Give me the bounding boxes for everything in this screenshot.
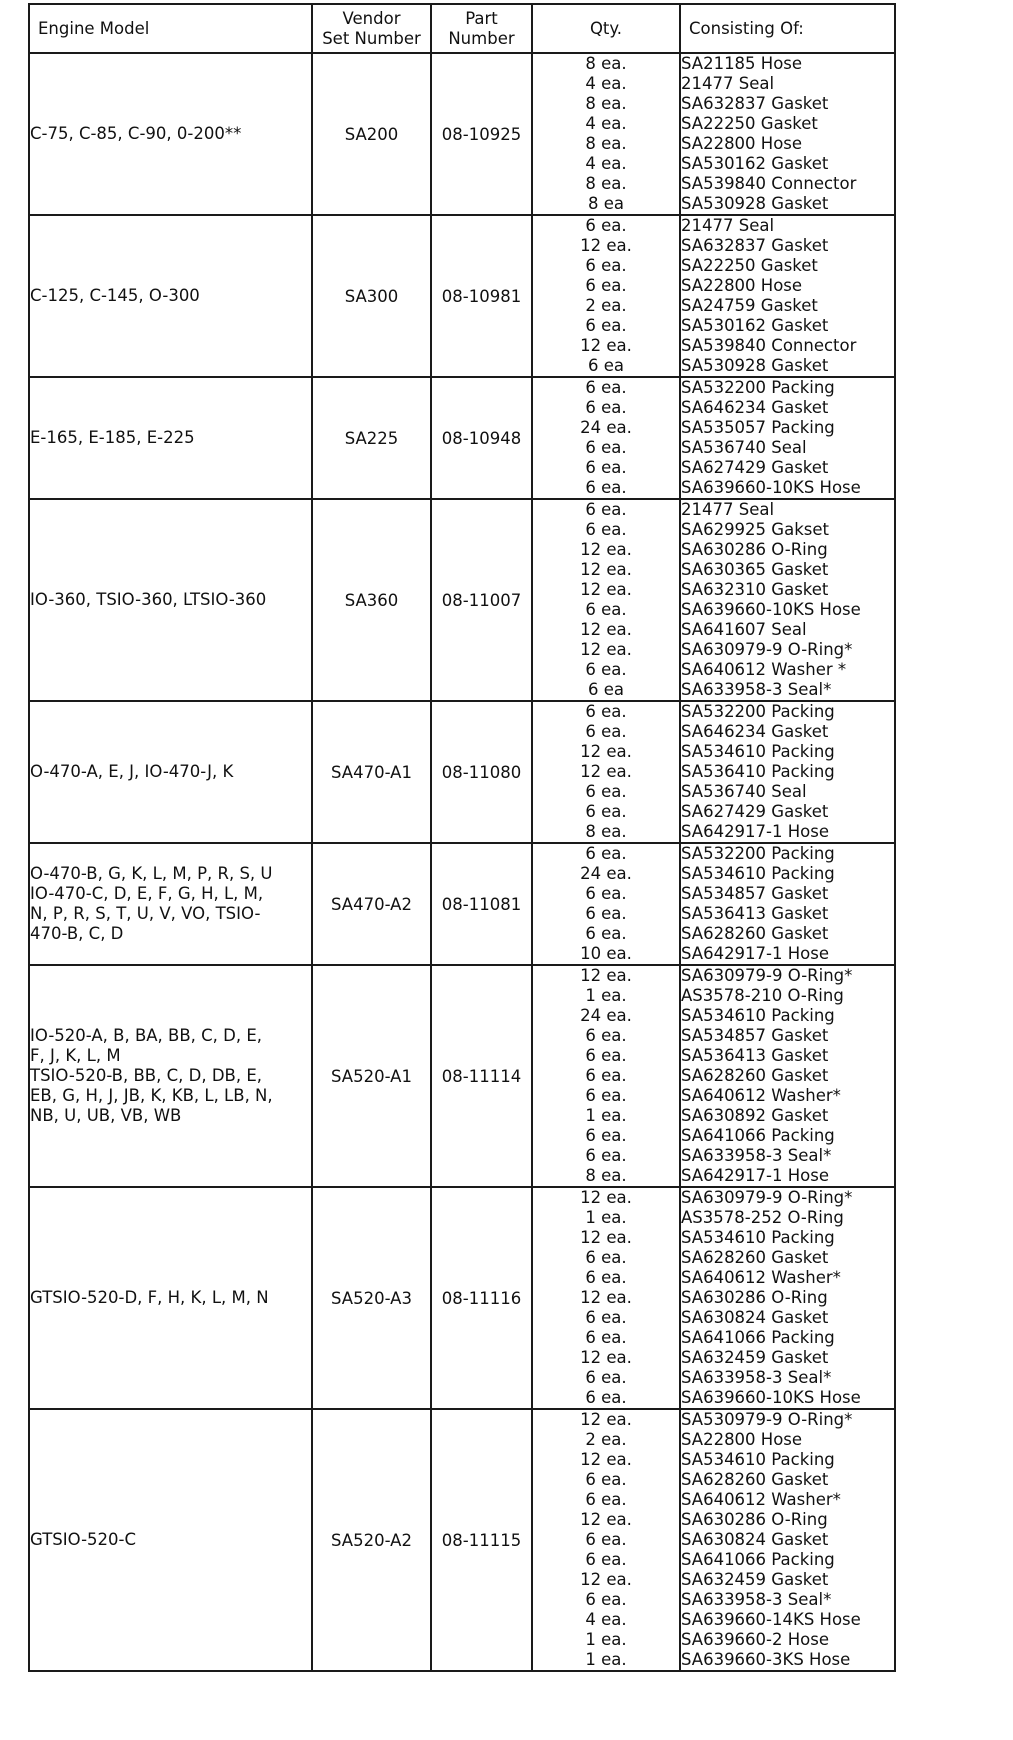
component-item: 21477 Seal bbox=[681, 216, 775, 235]
qty-value: 6 ea. bbox=[585, 1268, 627, 1287]
component-item: SA630892 Gasket bbox=[681, 1106, 829, 1125]
component-item: SA627429 Gasket bbox=[681, 458, 829, 477]
engine-model-text: EB, G, H, J, JB, K, KB, L, LB, N, bbox=[30, 1086, 273, 1105]
component-item: AS3578-210 O-Ring bbox=[681, 986, 844, 1005]
component-item: SA534610 Packing bbox=[681, 1450, 835, 1469]
qty-value: 6 ea. bbox=[585, 1368, 627, 1387]
qty-value: 6 ea. bbox=[585, 398, 627, 417]
component-item: SA536740 Seal bbox=[681, 782, 807, 801]
qty-value: 12 ea. bbox=[580, 640, 632, 659]
component-item: SA641066 Packing bbox=[681, 1126, 835, 1145]
component-item: AS3578-252 O-Ring bbox=[681, 1208, 844, 1227]
consisting-of-cell bbox=[680, 215, 895, 377]
qty-value: 12 ea. bbox=[580, 236, 632, 255]
qty-value: 8 ea. bbox=[585, 94, 627, 113]
engine-model-text: E-165, E-185, E-225 bbox=[30, 428, 195, 447]
consisting-of-cell bbox=[680, 1187, 895, 1409]
qty-value: 6 ea. bbox=[585, 1388, 627, 1407]
qty-value: 4 ea. bbox=[585, 1610, 627, 1629]
qty-cell bbox=[532, 215, 680, 377]
component-item: SA646234 Gasket bbox=[681, 722, 829, 741]
qty-value: 12 ea. bbox=[580, 966, 632, 985]
component-item: SA535057 Packing bbox=[681, 418, 835, 437]
engine-model-text: IO-520-A, B, BA, BB, C, D, E, bbox=[30, 1026, 263, 1045]
header-vendor-set-number bbox=[312, 4, 431, 53]
qty-value: 6 ea. bbox=[585, 1550, 627, 1569]
qty-value: 6 ea. bbox=[585, 802, 627, 821]
table-row bbox=[29, 843, 895, 965]
component-item: SA532200 Packing bbox=[681, 378, 835, 397]
engine-model-text: IO-360, TSIO-360, LTSIO-360 bbox=[30, 590, 267, 609]
component-item: SA534610 Packing bbox=[681, 1006, 835, 1025]
engine-model-text: C-125, C-145, O-300 bbox=[30, 286, 200, 305]
consisting-of-cell bbox=[680, 1409, 895, 1671]
header-vendor-line-2: Set Number bbox=[322, 28, 421, 48]
component-item: SA22800 Hose bbox=[681, 134, 803, 153]
component-item: SA530928 Gasket bbox=[681, 194, 829, 213]
vendor-set-number-cell: SA470-A2 bbox=[312, 843, 431, 965]
component-item: SA532200 Packing bbox=[681, 702, 835, 721]
engine-model-text: IO-470-C, D, E, F, G, H, L, M, bbox=[30, 884, 264, 903]
qty-value: 12 ea. bbox=[580, 1510, 632, 1529]
component-item: SA632459 Gasket bbox=[681, 1570, 829, 1589]
qty-cell bbox=[532, 1409, 680, 1671]
component-item: SA530979-9 O-Ring* bbox=[681, 1410, 853, 1429]
vendor-set-number-cell: SA200 bbox=[312, 53, 431, 215]
qty-value: 12 ea. bbox=[580, 620, 632, 639]
qty-value: 6 ea. bbox=[585, 924, 627, 943]
component-item: SA641607 Seal bbox=[681, 620, 807, 639]
component-item: SA530162 Gasket bbox=[681, 316, 829, 335]
qty-value: 12 ea. bbox=[580, 762, 632, 781]
qty-value: 6 ea. bbox=[585, 216, 627, 235]
table-row bbox=[29, 1409, 895, 1671]
component-item: SA530162 Gasket bbox=[681, 154, 829, 173]
vendor-set-number-cell: SA225 bbox=[312, 377, 431, 499]
component-item: SA630824 Gasket bbox=[681, 1530, 829, 1549]
header-part-line-2: Number bbox=[448, 28, 515, 48]
component-item: SA642917-1 Hose bbox=[681, 822, 830, 841]
part-number-cell: 08-10948 bbox=[431, 377, 532, 499]
qty-value: 6 ea. bbox=[585, 500, 627, 519]
engine-model-text: F, J, K, L, M bbox=[30, 1046, 121, 1065]
part-number-cell: 08-11116 bbox=[431, 1187, 532, 1409]
qty-value: 8 ea. bbox=[585, 54, 627, 73]
engine-model-cell bbox=[29, 215, 312, 377]
engine-model-text: O-470-A, E, J, IO-470-J, K bbox=[30, 762, 234, 781]
component-item: SA630979-9 O-Ring* bbox=[681, 966, 853, 985]
qty-value: 6 ea. bbox=[585, 1086, 627, 1105]
qty-value: 6 ea. bbox=[585, 458, 627, 477]
table-row bbox=[29, 701, 895, 843]
part-number-cell: 08-11081 bbox=[431, 843, 532, 965]
vendor-set-number-cell: SA520-A1 bbox=[312, 965, 431, 1187]
component-item: SA630979-9 O-Ring* bbox=[681, 1188, 853, 1207]
qty-value: 6 ea. bbox=[585, 1308, 627, 1327]
component-item: SA630286 O-Ring bbox=[681, 540, 828, 559]
qty-value: 1 ea. bbox=[585, 986, 627, 1005]
table-row bbox=[29, 53, 895, 215]
table-row bbox=[29, 499, 895, 701]
component-item: SA633958-3 Seal* bbox=[681, 680, 832, 699]
part-number-cell: 08-11114 bbox=[431, 965, 532, 1187]
header-qty: Qty. bbox=[532, 4, 680, 53]
table-row bbox=[29, 965, 895, 1187]
consisting-of-cell bbox=[680, 53, 895, 215]
component-item: SA532200 Packing bbox=[681, 844, 835, 863]
qty-value: 1 ea. bbox=[585, 1650, 627, 1669]
vendor-set-number-cell: SA360 bbox=[312, 499, 431, 701]
vendor-set-number-cell: SA520-A3 bbox=[312, 1187, 431, 1409]
qty-value: 6 ea. bbox=[585, 1026, 627, 1045]
header-part-line-1: Part bbox=[465, 8, 498, 28]
gasket-set-table bbox=[28, 3, 896, 1672]
component-item: SA530928 Gasket bbox=[681, 356, 829, 375]
qty-value: 6 ea bbox=[587, 680, 624, 699]
qty-value: 6 ea. bbox=[585, 844, 627, 863]
component-item: SA627429 Gasket bbox=[681, 802, 829, 821]
qty-value: 2 ea. bbox=[585, 1430, 627, 1449]
engine-model-text: C-75, C-85, C-90, 0-200** bbox=[30, 124, 242, 143]
qty-cell bbox=[532, 1187, 680, 1409]
qty-value: 24 ea. bbox=[580, 418, 632, 437]
qty-cell bbox=[532, 377, 680, 499]
qty-cell bbox=[532, 499, 680, 701]
component-item: SA639660-2 Hose bbox=[681, 1630, 830, 1649]
consisting-of-cell bbox=[680, 499, 895, 701]
component-item: SA534857 Gasket bbox=[681, 1026, 829, 1045]
consisting-of-cell bbox=[680, 701, 895, 843]
qty-value: 6 ea bbox=[587, 356, 624, 375]
header-row bbox=[29, 4, 895, 53]
component-item: SA628260 Gasket bbox=[681, 1066, 829, 1085]
qty-value: 4 ea. bbox=[585, 114, 627, 133]
qty-value: 8 ea. bbox=[585, 134, 627, 153]
component-item: SA534610 Packing bbox=[681, 1228, 835, 1247]
qty-value: 6 ea. bbox=[585, 378, 627, 397]
component-item: 21477 Seal bbox=[681, 500, 775, 519]
part-number-cell: 08-11080 bbox=[431, 701, 532, 843]
qty-value: 6 ea. bbox=[585, 1328, 627, 1347]
component-item: SA639660-10KS Hose bbox=[681, 1388, 861, 1407]
component-item: SA21185 Hose bbox=[681, 54, 803, 73]
qty-value: 8 ea bbox=[587, 194, 624, 213]
qty-value: 4 ea. bbox=[585, 74, 627, 93]
component-item: SA628260 Gasket bbox=[681, 1248, 829, 1267]
engine-model-cell bbox=[29, 701, 312, 843]
component-item: SA633958-3 Seal* bbox=[681, 1368, 832, 1387]
engine-model-text: 470-B, C, D bbox=[30, 924, 124, 943]
component-item: SA630824 Gasket bbox=[681, 1308, 829, 1327]
qty-value: 12 ea. bbox=[580, 1450, 632, 1469]
component-item: SA639660-10KS Hose bbox=[681, 600, 861, 619]
component-item: SA628260 Gasket bbox=[681, 1470, 829, 1489]
qty-value: 12 ea. bbox=[580, 560, 632, 579]
header-engine-model: Engine Model bbox=[29, 4, 312, 53]
qty-value: 6 ea. bbox=[585, 1126, 627, 1145]
vendor-set-number-cell: SA300 bbox=[312, 215, 431, 377]
qty-value: 8 ea. bbox=[585, 174, 627, 193]
qty-value: 6 ea. bbox=[585, 1490, 627, 1509]
component-item: SA22250 Gasket bbox=[681, 256, 818, 275]
qty-cell bbox=[532, 53, 680, 215]
qty-value: 1 ea. bbox=[585, 1208, 627, 1227]
table-row bbox=[29, 215, 895, 377]
component-item: SA641066 Packing bbox=[681, 1550, 835, 1569]
qty-cell bbox=[532, 701, 680, 843]
component-item: SA632837 Gasket bbox=[681, 236, 829, 255]
engine-model-text: TSIO-520-B, BB, C, D, DB, E, bbox=[30, 1066, 263, 1085]
qty-value: 24 ea. bbox=[580, 1006, 632, 1025]
component-item: SA640612 Washer* bbox=[681, 1086, 841, 1105]
component-item: SA22250 Gasket bbox=[681, 114, 818, 133]
engine-model-cell bbox=[29, 843, 312, 965]
part-number-cell: 08-10981 bbox=[431, 215, 532, 377]
component-item: SA534610 Packing bbox=[681, 742, 835, 761]
qty-value: 6 ea. bbox=[585, 1248, 627, 1267]
qty-value: 12 ea. bbox=[580, 1188, 632, 1207]
component-item: SA641066 Packing bbox=[681, 1328, 835, 1347]
component-item: SA630286 O-Ring bbox=[681, 1510, 828, 1529]
component-item: SA640612 Washer * bbox=[681, 660, 847, 679]
qty-value: 6 ea. bbox=[585, 1530, 627, 1549]
vendor-set-number-cell: SA470-A1 bbox=[312, 701, 431, 843]
component-item: SA24759 Gasket bbox=[681, 296, 818, 315]
component-item: SA639660-3KS Hose bbox=[681, 1650, 851, 1669]
qty-value: 12 ea. bbox=[580, 1288, 632, 1307]
component-item: SA639660-14KS Hose bbox=[681, 1610, 861, 1629]
qty-cell bbox=[532, 965, 680, 1187]
qty-value: 6 ea. bbox=[585, 702, 627, 721]
qty-value: 12 ea. bbox=[580, 1570, 632, 1589]
component-item: 21477 Seal bbox=[681, 74, 775, 93]
component-item: SA22800 Hose bbox=[681, 1430, 803, 1449]
qty-value: 6 ea. bbox=[585, 276, 627, 295]
component-item: SA642917-1 Hose bbox=[681, 944, 830, 963]
component-item: SA629925 Gakset bbox=[681, 520, 829, 539]
component-item: SA633958-3 Seal* bbox=[681, 1590, 832, 1609]
qty-value: 6 ea. bbox=[585, 782, 627, 801]
qty-value: 6 ea. bbox=[585, 1470, 627, 1489]
component-item: SA632310 Gasket bbox=[681, 580, 829, 599]
component-item: SA630979-9 O-Ring* bbox=[681, 640, 853, 659]
qty-value: 6 ea. bbox=[585, 316, 627, 335]
qty-value: 10 ea. bbox=[580, 944, 632, 963]
component-item: SA539840 Connector bbox=[681, 174, 857, 193]
qty-value: 2 ea. bbox=[585, 296, 627, 315]
component-item: SA534610 Packing bbox=[681, 864, 835, 883]
component-item: SA632837 Gasket bbox=[681, 94, 829, 113]
qty-value: 12 ea. bbox=[580, 1410, 632, 1429]
header-part-number bbox=[431, 4, 532, 53]
qty-value: 8 ea. bbox=[585, 1166, 627, 1185]
table-row bbox=[29, 377, 895, 499]
engine-model-cell bbox=[29, 1187, 312, 1409]
engine-model-cell bbox=[29, 965, 312, 1187]
qty-value: 6 ea. bbox=[585, 904, 627, 923]
component-item: SA646234 Gasket bbox=[681, 398, 829, 417]
engine-model-cell bbox=[29, 1409, 312, 1671]
engine-model-cell bbox=[29, 499, 312, 701]
qty-value: 6 ea. bbox=[585, 1146, 627, 1165]
qty-value: 12 ea. bbox=[580, 580, 632, 599]
component-item: SA632459 Gasket bbox=[681, 1348, 829, 1367]
component-item: SA539840 Connector bbox=[681, 336, 857, 355]
qty-value: 6 ea. bbox=[585, 256, 627, 275]
qty-value: 12 ea. bbox=[580, 1348, 632, 1367]
qty-value: 24 ea. bbox=[580, 864, 632, 883]
qty-value: 1 ea. bbox=[585, 1630, 627, 1649]
qty-value: 6 ea. bbox=[585, 438, 627, 457]
qty-value: 8 ea. bbox=[585, 822, 627, 841]
engine-model-text: GTSIO-520-D, F, H, K, L, M, N bbox=[30, 1288, 269, 1307]
part-number-cell: 08-11007 bbox=[431, 499, 532, 701]
qty-value: 6 ea. bbox=[585, 600, 627, 619]
consisting-of-cell bbox=[680, 843, 895, 965]
header-vendor-line-1: Vendor bbox=[342, 8, 401, 28]
qty-value: 1 ea. bbox=[585, 1106, 627, 1125]
qty-cell bbox=[532, 843, 680, 965]
component-item: SA630286 O-Ring bbox=[681, 1288, 828, 1307]
qty-value: 12 ea. bbox=[580, 742, 632, 761]
engine-model-cell bbox=[29, 377, 312, 499]
qty-value: 6 ea. bbox=[585, 478, 627, 497]
engine-model-text: GTSIO-520-C bbox=[30, 1530, 136, 1549]
component-item: SA640612 Washer* bbox=[681, 1490, 841, 1509]
component-item: SA639660-10KS Hose bbox=[681, 478, 861, 497]
component-item: SA633958-3 Seal* bbox=[681, 1146, 832, 1165]
component-item: SA640612 Washer* bbox=[681, 1268, 841, 1287]
vendor-set-number-cell: SA520-A2 bbox=[312, 1409, 431, 1671]
qty-value: 12 ea. bbox=[580, 540, 632, 559]
part-number-cell: 08-11115 bbox=[431, 1409, 532, 1671]
engine-model-text: O-470-B, G, K, L, M, P, R, S, U bbox=[30, 864, 273, 883]
qty-value: 6 ea. bbox=[585, 520, 627, 539]
qty-value: 12 ea. bbox=[580, 336, 632, 355]
component-item: SA536413 Gasket bbox=[681, 1046, 829, 1065]
component-item: SA536413 Gasket bbox=[681, 904, 829, 923]
table-body bbox=[29, 53, 895, 1671]
qty-value: 4 ea. bbox=[585, 154, 627, 173]
qty-value: 6 ea. bbox=[585, 1590, 627, 1609]
component-item: SA642917-1 Hose bbox=[681, 1166, 830, 1185]
qty-value: 6 ea. bbox=[585, 884, 627, 903]
table-row bbox=[29, 1187, 895, 1409]
engine-model-text: N, P, R, S, T, U, V, VO, TSIO- bbox=[30, 904, 261, 923]
component-item: SA628260 Gasket bbox=[681, 924, 829, 943]
qty-value: 6 ea. bbox=[585, 722, 627, 741]
component-item: SA22800 Hose bbox=[681, 276, 803, 295]
engine-model-cell bbox=[29, 53, 312, 215]
header-consisting-of: Consisting Of: bbox=[680, 4, 895, 53]
qty-value: 6 ea. bbox=[585, 1066, 627, 1085]
qty-value: 12 ea. bbox=[580, 1228, 632, 1247]
component-item: SA630365 Gasket bbox=[681, 560, 829, 579]
component-item: SA536410 Packing bbox=[681, 762, 835, 781]
engine-model-text: NB, U, UB, VB, WB bbox=[30, 1106, 182, 1125]
part-number-cell: 08-10925 bbox=[431, 53, 532, 215]
component-item: SA536740 Seal bbox=[681, 438, 807, 457]
consisting-of-cell bbox=[680, 377, 895, 499]
consisting-of-cell bbox=[680, 965, 895, 1187]
qty-value: 6 ea. bbox=[585, 1046, 627, 1065]
component-item: SA534857 Gasket bbox=[681, 884, 829, 903]
qty-value: 6 ea. bbox=[585, 660, 627, 679]
